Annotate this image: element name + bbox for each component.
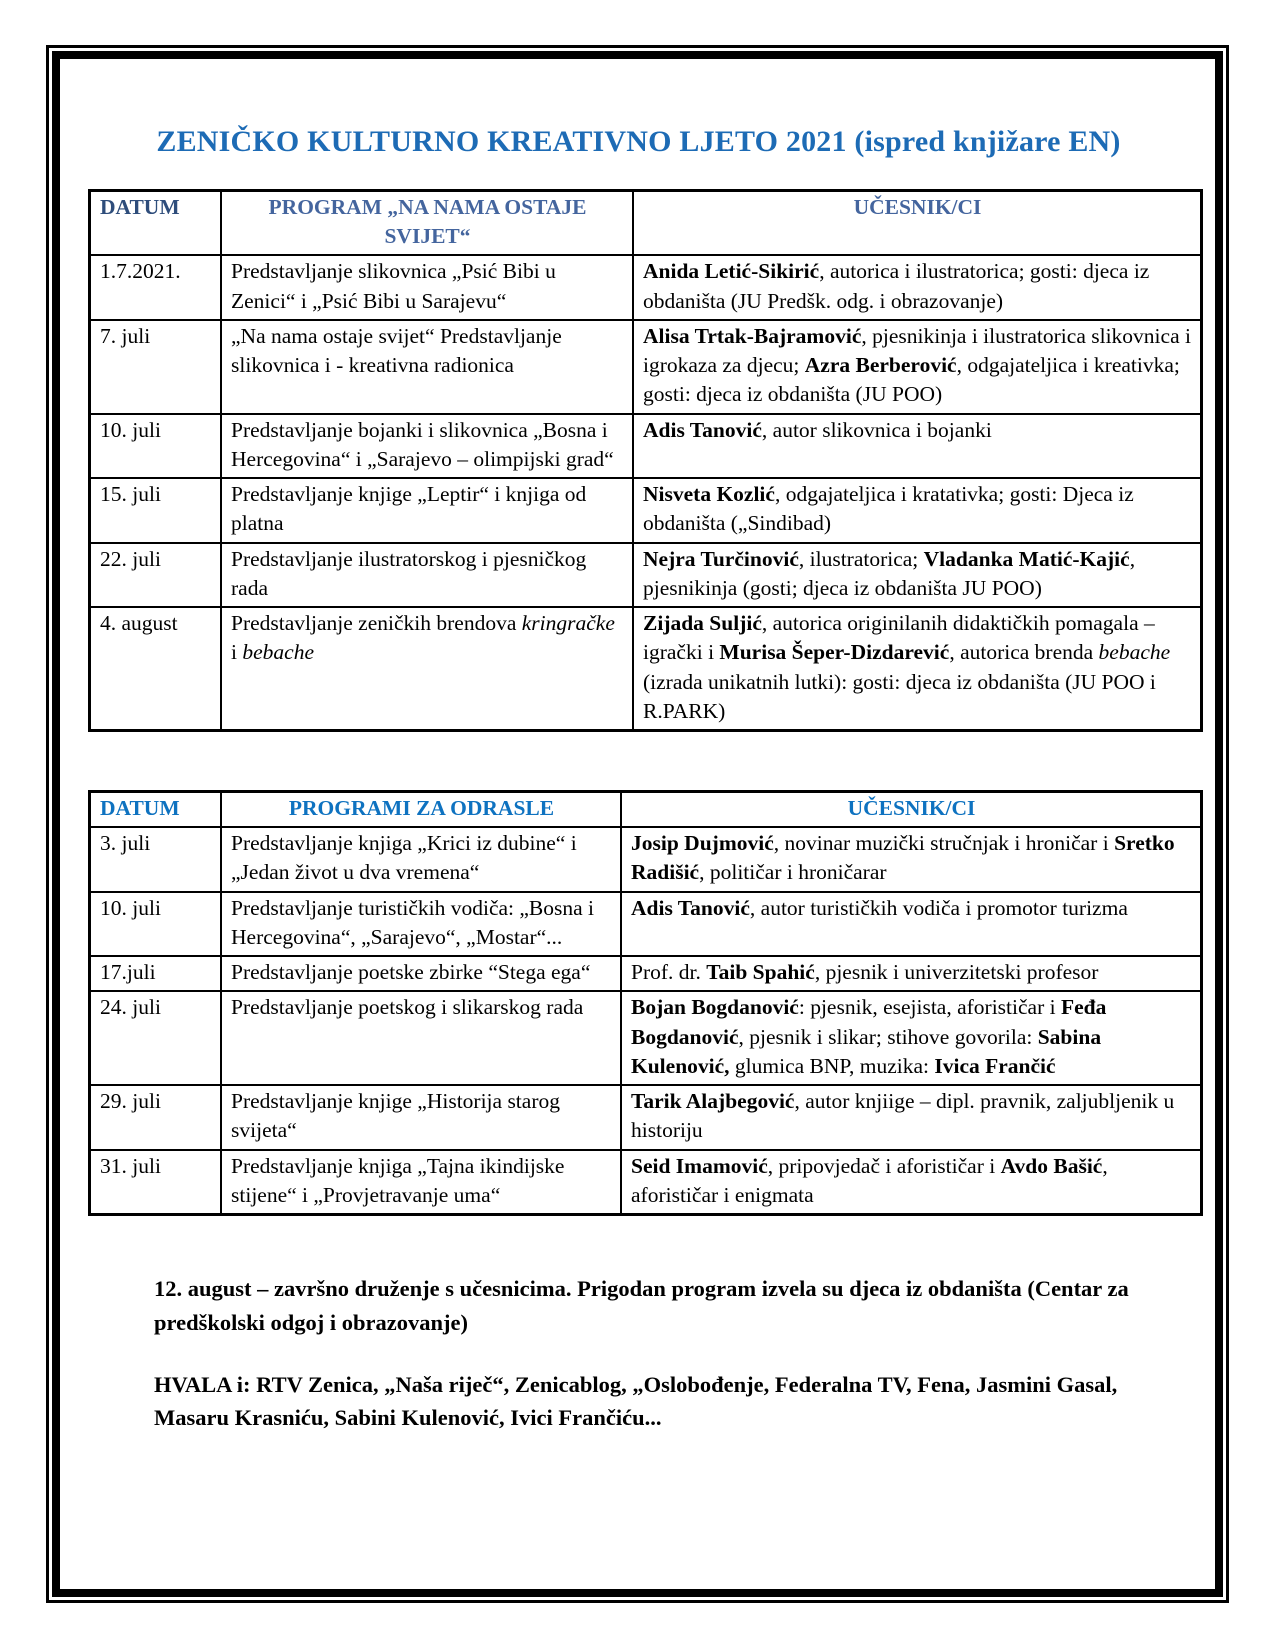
program-cell: Predstavljanje zeničkih brendova kringračke i bebache xyxy=(221,607,633,730)
table-row xyxy=(90,478,1202,542)
table-row xyxy=(90,1150,1202,1215)
ucesnik-cell: Prof. dr. Taib Spahić, pjesnik i univerzitetski profesor xyxy=(621,956,1202,991)
datum-cell: 22. juli xyxy=(90,543,222,607)
spacer xyxy=(80,732,1197,790)
adults-program-table xyxy=(88,790,1203,1216)
program-cell: Predstavljanje ilustratorskog i pjesničkog rada xyxy=(221,543,633,607)
table-row xyxy=(90,956,1202,991)
ucesnik-cell: Seid Imamović, pripovjedač i aforističar i Avdo Bašić, aforističar i enigmata xyxy=(621,1150,1202,1215)
column-header-program: PROGRAM „NA NAMA OSTAJE SVIJET“ xyxy=(221,191,633,256)
column-header-ucesnik: UČESNIK/CI xyxy=(633,191,1202,256)
closing-note: 12. august – završno druženje s učesnicima. Prigodan program izvela su djeca iz obdaništa (Centar za predškolski odgoj i obrazovanje) xyxy=(154,1276,1129,1335)
datum-cell: 7. juli xyxy=(90,320,222,414)
program-cell: Predstavljanje turističkih vodiča: „Bosna i Hercegovina“, „Sarajevo“, „Mostar“... xyxy=(221,892,621,956)
table-header-row xyxy=(90,791,1202,827)
ucesnik-cell: Adis Tanović, autor slikovnica i bojanki xyxy=(633,414,1202,478)
datum-cell: 15. juli xyxy=(90,478,222,542)
table-row xyxy=(90,1085,1202,1149)
table-row xyxy=(90,607,1202,730)
ucesnik-cell: Nisveta Kozlić, odgajateljica i kratativka; gosti: Djeca iz obdaništa („Sindibad) xyxy=(633,478,1202,542)
table-row xyxy=(90,543,1202,607)
column-header-program: PROGRAMI ZA ODRASLE xyxy=(221,791,621,827)
page-border-inner xyxy=(52,51,1223,1597)
column-header-datum: DATUM xyxy=(90,791,222,827)
page-title-suffix: (ispred knjižare EN) xyxy=(846,125,1121,158)
page-border-outer xyxy=(46,45,1229,1603)
datum-cell: 24. juli xyxy=(90,991,222,1085)
ucesnik-cell: Josip Dujmović, novinar muzički stručnjak i hroničar i Sretko Radišić, političar i hroničarar xyxy=(621,827,1202,891)
column-header-datum: DATUM xyxy=(90,191,222,256)
program-cell: Predstavljanje bojanki i slikovnica „Bosna i Hercegovina“ i „Sarajevo – olimpijski grad“ xyxy=(221,414,633,478)
ucesnik-cell: Zijada Suljić, autorica originilanih didaktičkih pomagala – igrački i Murisa Šeper-Dizdarević, autorica brenda bebache (izrada unikatnih lutki): gosti: djeca iz obdaništa (JU POO i R.PARK) xyxy=(633,607,1202,730)
table-row xyxy=(90,827,1202,891)
datum-cell: 3. juli xyxy=(90,827,222,891)
column-header-ucesnik: UČESNIK/CI xyxy=(621,791,1202,827)
program-cell: Predstavljanje poetskog i slikarskog rada xyxy=(221,991,621,1085)
program-cell: Predstavljanje poetske zbirke “Stega ega“ xyxy=(221,956,621,991)
thanks-note: HVALA i: RTV Zenica, „Naša riječ“, Zenicablog, „Oslobođenje, Federalna TV, Fena, Jasmini Gasal, Masaru Krasniću, Sabini Kulenović, Ivici Frančiću... xyxy=(154,1371,1118,1431)
page-title xyxy=(80,125,1197,159)
table-row xyxy=(90,892,1202,956)
program-cell: Predstavljanje knjiga „Tajna ikindijske stijene“ i „Provjetravanje uma“ xyxy=(221,1150,621,1215)
table-row xyxy=(90,255,1202,319)
table-row xyxy=(90,320,1202,414)
ucesnik-cell: Bojan Bogdanović: pjesnik, esejista, aforističar i Feđa Bogdanović, pjesnik i slikar; stihove govorila: Sabina Kulenović, glumica BNP, muzika: Ivica Frančić xyxy=(621,991,1202,1085)
table-header-row xyxy=(90,191,1202,256)
ucesnik-cell: Adis Tanović, autor turističkih vodiča i promotor turizma xyxy=(621,892,1202,956)
datum-cell: 31. juli xyxy=(90,1150,222,1215)
ucesnik-cell: Tarik Alajbegović, autor knjiige – dipl. pravnik, zaljubljenik u historiju xyxy=(621,1085,1202,1149)
table-row xyxy=(90,991,1202,1085)
datum-cell: 29. juli xyxy=(90,1085,222,1149)
program-cell: Predstavljanje knjige „Leptir“ i knjiga od platna xyxy=(221,478,633,542)
page-title-main: ZENIČKO KULTURNO KREATIVNO LJETO 2021 xyxy=(156,125,847,158)
spacer xyxy=(80,159,1197,189)
program-cell: „Na nama ostaje svijet“ Predstavljanje slikovnica i - kreativna radionica xyxy=(221,320,633,414)
datum-cell: 4. august xyxy=(90,607,222,730)
footer-notes xyxy=(154,1272,1147,1435)
ucesnik-cell: Anida Letić-Sikirić, autorica i ilustratorica; gosti: djeca iz obdaništa (JU Predšk. odg. i obrazovanje) xyxy=(633,255,1202,319)
datum-cell: 17.juli xyxy=(90,956,222,991)
datum-cell: 10. juli xyxy=(90,892,222,956)
program-cell: Predstavljanje slikovnica „Psić Bibi u Zenici“ i „Psić Bibi u Sarajevu“ xyxy=(221,255,633,319)
datum-cell: 10. juli xyxy=(90,414,222,478)
ucesnik-cell: Nejra Turčinović, ilustratorica; Vladanka Matić-Kajić, pjesnikinja (gosti; djeca iz obdaništa JU POO) xyxy=(633,543,1202,607)
ucesnik-cell: Alisa Trtak-Bajramović, pjesnikinja i ilustratorica slikovnica i igrokaza za djecu; Azra Berberović, odgajateljica i kreativka; gosti: djeca iz obdaništa (JU POO) xyxy=(633,320,1202,414)
program-cell: Predstavljanje knjige „Historija starog svijeta“ xyxy=(221,1085,621,1149)
program-cell: Predstavljanje knjiga „Krici iz dubine“ i „Jedan život u dva vremena“ xyxy=(221,827,621,891)
datum-cell: 1.7.2021. xyxy=(90,255,222,319)
table-row xyxy=(90,414,1202,478)
children-program-table xyxy=(88,189,1203,732)
